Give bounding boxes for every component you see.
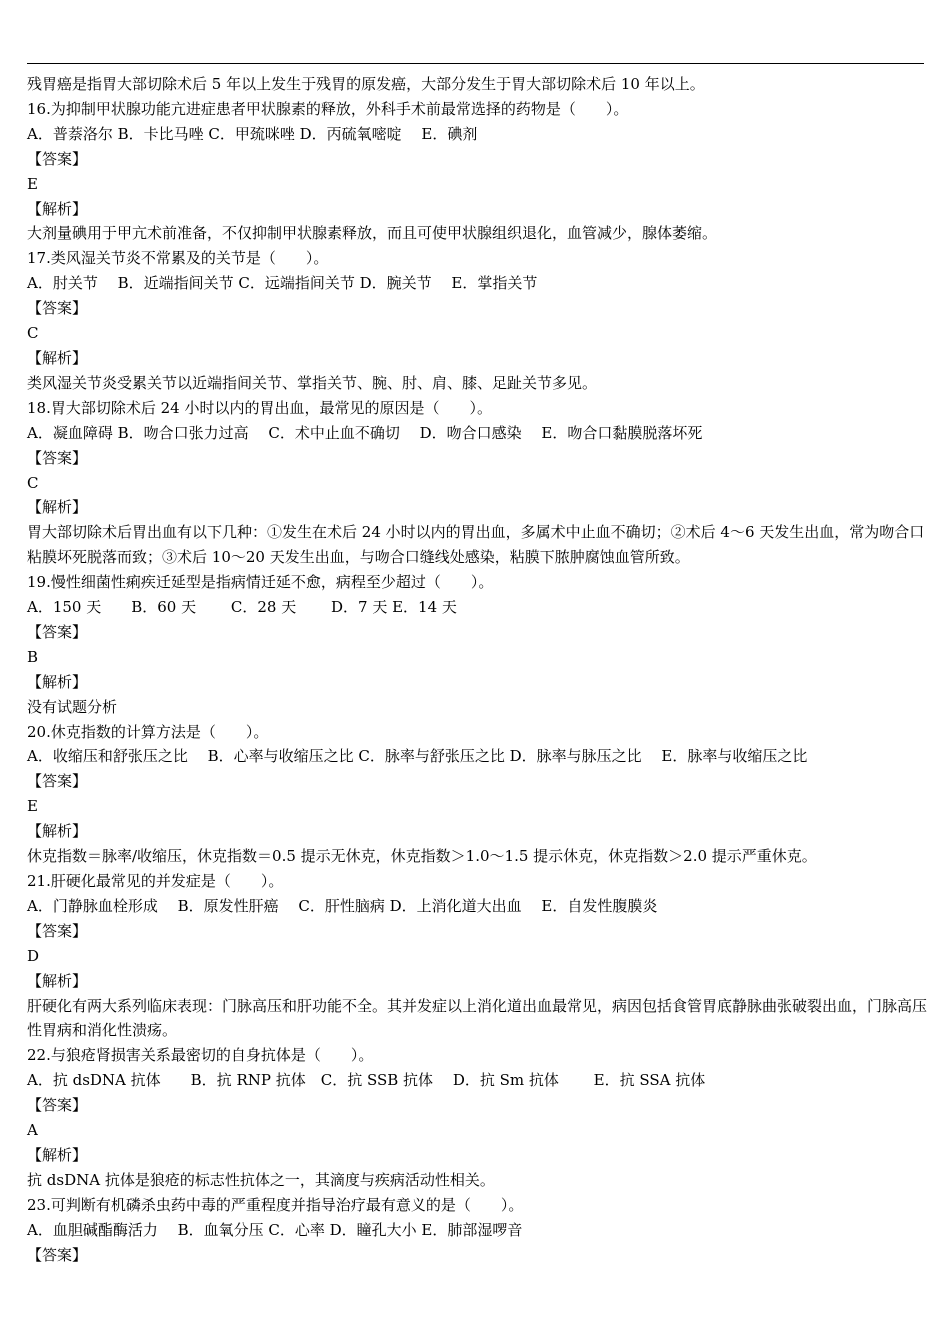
analysis-text: 没有试题分析 xyxy=(27,697,118,716)
answer-label: 【答案】 xyxy=(27,149,88,168)
question-options: A．抗 dsDNA 抗体 B．抗 RNP 抗体 C．抗 SSB 抗体 D．抗 Sm 抗体 E．抗 SSA 抗体 xyxy=(27,1071,706,1090)
answer-label: 【答案】 xyxy=(27,622,88,641)
answer-label: 【答案】 xyxy=(27,1245,88,1264)
analysis-label: 【解析】 xyxy=(27,498,88,517)
question-text: 23.可判断有机磷杀虫药中毒的严重程度并指导治疗最有意义的是（ ）。 xyxy=(27,1195,524,1214)
document-body xyxy=(27,72,937,1268)
answer-value: D xyxy=(27,946,40,965)
question-block-23 xyxy=(27,1193,937,1268)
analysis-label: 【解析】 xyxy=(27,822,88,841)
answer-label: 【答案】 xyxy=(27,1096,88,1115)
analysis-text: 肝硬化有两大系列临床表现：门脉高压和肝功能不全。其并发症以上消化道出血最常见，病因包括食管胃底静脉曲张破裂出血，门脉高压性胃病和消化性溃疡。 xyxy=(27,996,928,1040)
question-block-16 xyxy=(27,97,937,246)
analysis-text: 大剂量碘用于甲亢术前准备，不仅抑制甲状腺素释放，而且可使甲状腺组织退化，血管减少，腺体萎缩。 xyxy=(27,224,718,243)
answer-label: 【答案】 xyxy=(27,921,88,940)
question-block-21 xyxy=(27,869,937,1043)
question-block-19 xyxy=(27,570,937,719)
analysis-label: 【解析】 xyxy=(27,1145,88,1164)
question-options: A．门静脉血栓形成 B．原发性肝癌 C．肝性脑病 D．上消化道大出血 E．自发性腹膜炎 xyxy=(27,896,658,915)
question-block-20 xyxy=(27,720,937,869)
intro-text: 残胃癌是指胃大部切除术后 5 年以上发生于残胃的原发癌，大部分发生于胃大部切除术后 10 年以上。 xyxy=(27,75,705,93)
answer-value: C xyxy=(27,324,39,343)
question-text: 18.胃大部切除术后 24 小时以内的胃出血，最常见的原因是（ ）。 xyxy=(27,398,492,417)
question-options: A．凝血障碍 B．吻合口张力过高 C．术中止血不确切 D．吻合口感染 E．吻合口黏膜脱落坏死 xyxy=(27,423,703,442)
answer-label: 【答案】 xyxy=(27,448,88,467)
analysis-label: 【解析】 xyxy=(27,199,88,218)
question-text: 16.为抑制甲状腺功能亢进症患者甲状腺素的释放，外科手术前最常选择的药物是（ ）。 xyxy=(27,99,629,118)
answer-value: E xyxy=(27,797,38,816)
answer-label: 【答案】 xyxy=(27,772,88,791)
answer-value: A xyxy=(27,1121,38,1140)
question-block-18 xyxy=(27,396,937,570)
question-options: A．肘关节 B．近端指间关节 C．远端指间关节 D．腕关节 E．掌指关节 xyxy=(27,274,538,293)
header-rule xyxy=(27,63,924,64)
analysis-label: 【解析】 xyxy=(27,672,88,691)
answer-label: 【答案】 xyxy=(27,299,88,318)
question-options: A．150 天 B．60 天 C．28 天 D．7 天 E．14 天 xyxy=(27,598,457,617)
question-text: 17.类风湿关节炎不常累及的关节是（ ）。 xyxy=(27,249,329,268)
analysis-label: 【解析】 xyxy=(27,348,88,367)
question-text: 22.与狼疮肾损害关系最密切的自身抗体是（ ）。 xyxy=(27,1046,374,1065)
analysis-text: 胃大部切除术后胃出血有以下几种：①发生在术后 24 小时以内的胃出血，多属术中止血不确切；②术后 4～6 天发生出血，常为吻合口粘膜坏死脱落而致；③术后 10～20 天发生出血，与吻合口缝线处感染，粘膜下脓肿腐蚀血管所致。 xyxy=(27,523,925,567)
question-text: 19.慢性细菌性痢疾迁延型是指病情迁延不愈，病程至少超过（ ）。 xyxy=(27,573,494,592)
answer-value: C xyxy=(27,473,39,492)
analysis-text: 类风湿关节炎受累关节以近端指间关节、掌指关节、腕、肘、肩、膝、足趾关节多见。 xyxy=(27,373,598,392)
question-block-22 xyxy=(27,1043,937,1192)
question-options: A．血胆碱酯酶活力 B．血氧分压 C．心率 D．瞳孔大小 E．肺部湿啰音 xyxy=(27,1220,523,1239)
question-text: 20.休克指数的计算方法是（ ）。 xyxy=(27,722,269,741)
answer-value: E xyxy=(27,174,38,193)
analysis-text: 抗 dsDNA 抗体是狼疮的标志性抗体之一，其滴度与疾病活动性相关。 xyxy=(27,1170,495,1189)
question-block-17 xyxy=(27,246,937,395)
question-options: A．普萘洛尔 B．卡比马唑 C．甲巯咪唑 D．丙硫氧嘧啶 E．碘剂 xyxy=(27,124,478,143)
question-options: A．收缩压和舒张压之比 B．心率与收缩压之比 C．脉率与舒张压之比 D．脉率与脉压之比 E．脉率与收缩压之比 xyxy=(27,747,808,766)
answer-value: B xyxy=(27,647,39,666)
analysis-label: 【解析】 xyxy=(27,971,88,990)
question-text: 21.肝硬化最常见的并发症是（ ）。 xyxy=(27,872,284,890)
analysis-text: 休克指数＝脉率/收缩压，休克指数＝0.5 提示无休克，休克指数＞1.0～1.5 提示休克，休克指数＞2.0 提示严重休克。 xyxy=(27,847,817,866)
